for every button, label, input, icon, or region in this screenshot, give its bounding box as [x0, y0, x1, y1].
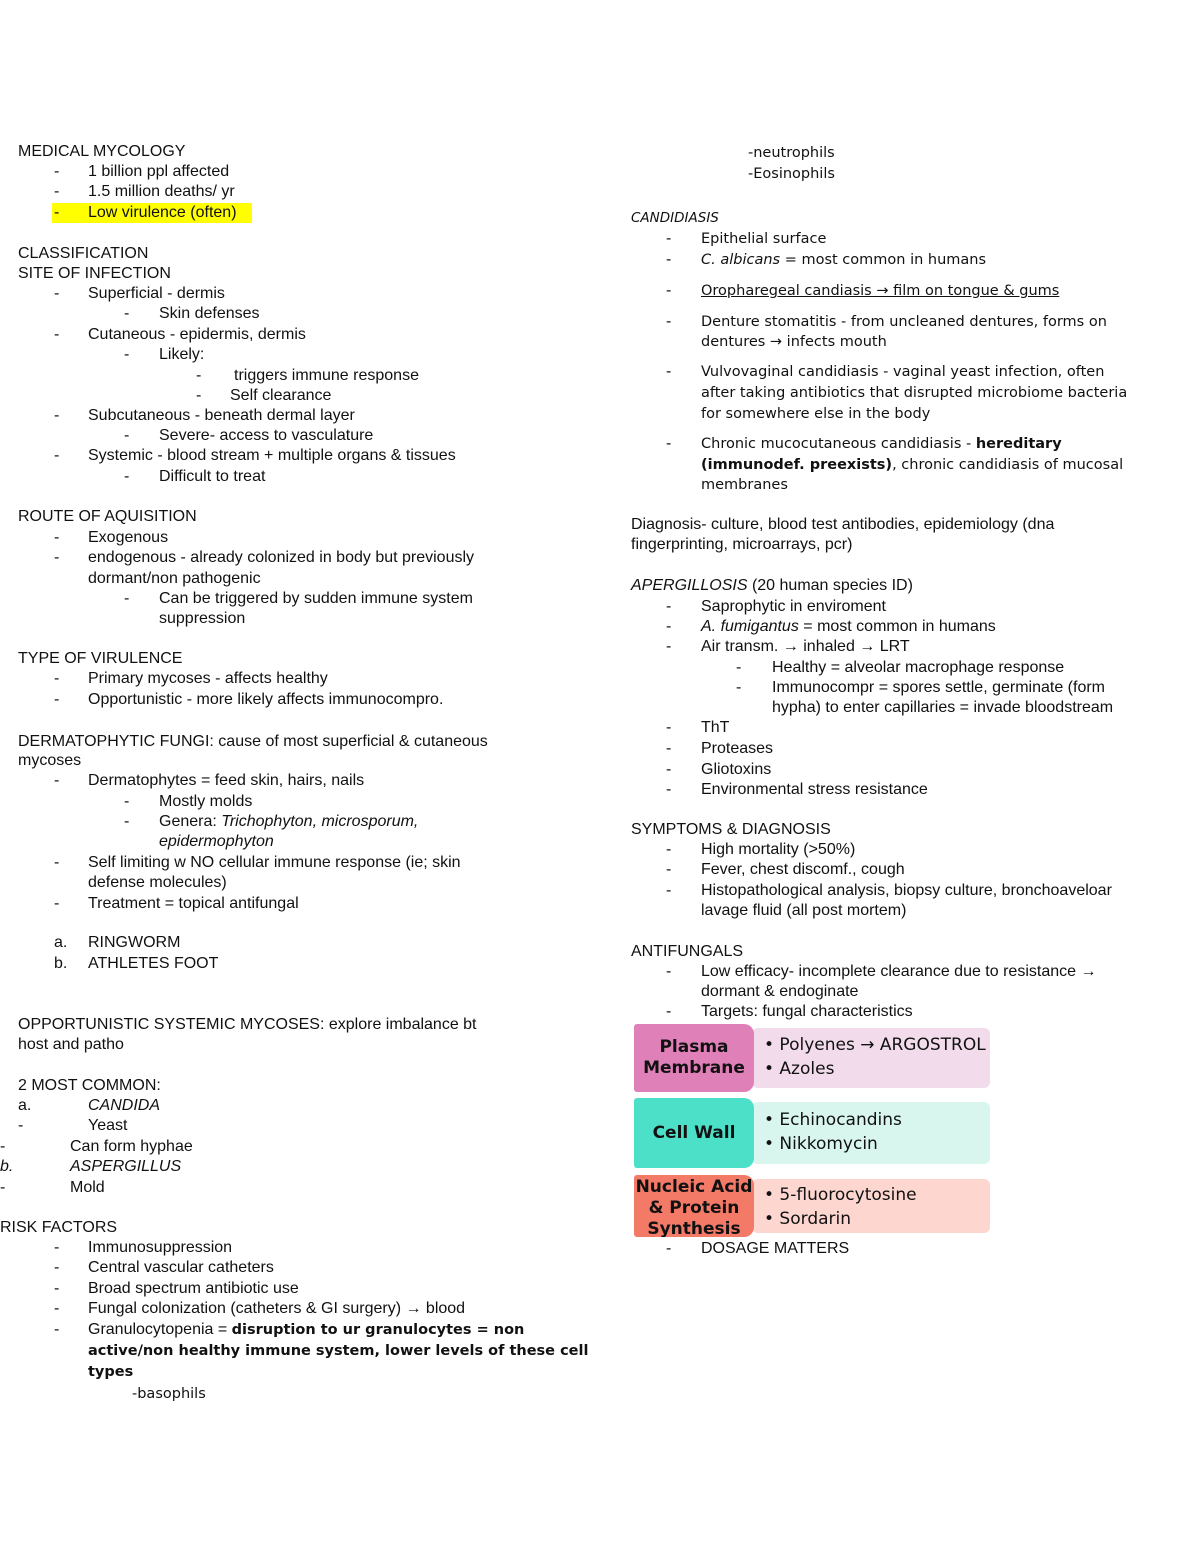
list-item-continuation: [701, 455, 1123, 475]
bullet-dash: -: [54, 895, 60, 912]
section-title-medical-mycology: MEDICAL MYCOLOGY: [18, 143, 186, 160]
section-title-continuation: mycoses: [18, 752, 82, 769]
target-cell: [634, 1175, 754, 1237]
bullet-dash: -: [666, 363, 672, 380]
bullet-dash: -: [54, 447, 60, 464]
bullet-dash: -: [736, 659, 742, 676]
drug-item: • Azoles: [764, 1059, 835, 1079]
list-item-continuation: hypha) to enter capillaries = invade bloodstream: [772, 699, 1114, 716]
list-item: Self limiting w NO cellular immune response (ie; skin: [88, 854, 461, 871]
section-title-classification: CLASSIFICATION: [18, 245, 149, 262]
target-label: Nucleic Acid: [635, 1177, 753, 1197]
bullet-dash: -: [124, 793, 130, 810]
section-title-opportunistic-systemic: OPPORTUNISTIC SYSTEMIC MYCOSES: explore imbalance bt: [18, 1016, 477, 1033]
bullet-dash: -: [124, 305, 130, 322]
list-item: Dermatophytes = feed skin, hairs, nails: [88, 772, 365, 789]
bullet-dash: -: [54, 326, 60, 343]
list-item: High mortality (>50%): [701, 841, 856, 858]
list-item: Exogenous: [88, 529, 169, 546]
bullet-dash: -: [54, 1300, 60, 1317]
species-desc: = most common in humans: [780, 252, 987, 268]
species-name: C. albicans: [701, 252, 781, 268]
list-item: Difficult to treat: [159, 468, 266, 485]
table-row-plasma-membrane: [634, 1024, 990, 1092]
list-item: 1.5 million deaths/ yr: [88, 183, 235, 200]
bullet-dash: -: [666, 963, 672, 980]
section-title-virulence: TYPE OF VIRULENCE: [18, 650, 183, 667]
list-item-continuation: active/non healthy immune system, lower levels of these cell: [88, 1343, 589, 1359]
list-item: Superficial - dermis: [88, 285, 225, 302]
list-item: Treatment = topical antifungal: [88, 895, 299, 912]
list-item: endogenous - already colonized in body but previously: [88, 549, 475, 566]
bullet-dash: -: [124, 346, 130, 363]
target-label: Cell Wall: [652, 1122, 736, 1143]
list-item: Likely:: [159, 346, 205, 363]
list-item-underlined: Oropharegeal candiasis → film on tongue & gums: [701, 283, 1060, 299]
cell-type-item: -Eosinophils: [748, 166, 835, 182]
bullet-dash: -: [54, 183, 60, 200]
list-item: Immunocompr = spores settle, germinate (form: [772, 679, 1106, 696]
section-title-dermatophytic: DERMATOPHYTIC FUNGI: cause of most superficial & cutaneous: [18, 733, 488, 750]
list-item: Central vascular catheters: [88, 1259, 274, 1276]
list-item: Denture stomatitis - from uncleaned dentures, forms on: [701, 314, 1107, 330]
bullet-dash: -: [54, 1321, 60, 1338]
list-item: Epithelial surface: [701, 231, 827, 247]
list-item-continuation: dentures → infects mouth: [701, 334, 887, 350]
table-row-cell-wall: [634, 1098, 990, 1168]
bullet-dash: -: [54, 204, 60, 221]
list-item: DOSAGE MATTERS: [701, 1240, 850, 1257]
bullet-dash: -: [54, 691, 60, 708]
bullet-dash: -: [54, 854, 60, 871]
bullet-dash: -: [666, 740, 672, 757]
list-item: Low efficacy- incomplete clearance due to resistance →: [701, 963, 1097, 980]
genera-names: Trichophyton, microsporum,: [221, 813, 419, 830]
bullet-dash: -: [54, 529, 60, 546]
diagnosis-line: fingerprinting, microarrays, pcr): [631, 536, 853, 553]
target-label: Synthesis: [647, 1219, 741, 1237]
list-item: Primary mycoses - affects healthy: [88, 670, 328, 687]
bullet-dash: -: [124, 468, 130, 485]
list-item: Immunosuppression: [88, 1239, 233, 1256]
list-item-fumigatus: [701, 617, 996, 637]
list-item: Healthy = alveolar macrophage response: [772, 659, 1065, 676]
aspergillosis-name: APERGILLOSIS: [631, 577, 748, 594]
bullet-dash: -: [54, 670, 60, 687]
bullet-dash: -: [666, 761, 672, 778]
bullet-dash: -: [666, 781, 672, 798]
bullet-dash: -: [18, 1117, 24, 1134]
diagnosis-line: Diagnosis- culture, blood test antibodies, epidemiology (dna: [631, 516, 1055, 533]
list-item: Severe- access to vasculature: [159, 427, 374, 444]
section-title-risk-factors: RISK FACTORS: [0, 1219, 118, 1236]
bullet-dash: -: [666, 282, 672, 299]
bullet-dash: -: [54, 163, 60, 180]
table-row-nucleic-acid: [634, 1175, 990, 1237]
section-title-aspergillosis: [631, 576, 913, 596]
list-item-continuation: after taking antibiotics that disrupted microbiome bacteria: [701, 385, 1128, 401]
list-item: Fungal colonization (catheters & GI surgery) → blood: [88, 1300, 466, 1317]
list-item-continuation: lavage fluid (all post mortem): [701, 902, 907, 919]
list-item: Cutaneous - epidermis, dermis: [88, 326, 306, 343]
bullet-dash: -: [666, 598, 672, 615]
section-title-symptoms: SYMPTOMS & DIAGNOSIS: [631, 821, 831, 838]
list-item-continuation: membranes: [701, 477, 788, 493]
list-item-chronic: [701, 434, 1062, 454]
target-cell: [634, 1098, 754, 1168]
target-label: Membrane: [643, 1058, 745, 1078]
cell-type-item: -neutrophils: [748, 145, 835, 161]
species-desc: = most common in humans: [798, 618, 996, 635]
bullet-dash: -: [666, 882, 672, 899]
list-item: ThT: [701, 719, 730, 736]
list-item-continuation: for somewhere else in the body: [701, 406, 931, 422]
chronic-bold: (immunodef. preexists): [701, 457, 893, 473]
bullet-dash: -: [196, 387, 202, 404]
aspergillosis-note: (20 human species ID): [747, 577, 913, 594]
bullet-dash: -: [666, 618, 672, 635]
bullet-dash: -: [666, 841, 672, 858]
list-marker: b.: [0, 1158, 14, 1175]
bullet-dash: -: [54, 1239, 60, 1256]
section-title-continuation: host and patho: [18, 1036, 124, 1053]
bullet-dash: -: [666, 1240, 672, 1257]
cell-type-item: -basophils: [132, 1386, 206, 1402]
list-item: Gliotoxins: [701, 761, 772, 778]
bullet-dash: -: [666, 230, 672, 247]
list-item: CANDIDA: [88, 1097, 161, 1114]
bullet-dash: -: [666, 1003, 672, 1020]
list-item: Yeast: [88, 1117, 128, 1134]
chronic-label: Chronic mucocutaneous candidiasis -: [701, 436, 976, 452]
granulo-bold: disruption to ur granulocytes = non: [231, 1322, 525, 1338]
drug-item: • Sordarin: [764, 1209, 852, 1229]
section-title-antifungals: ANTIFUNGALS: [631, 943, 744, 960]
bullet-dash: -: [124, 813, 130, 830]
subsection-title-site-of-infection: SITE OF INFECTION: [18, 265, 171, 282]
list-item-continuation: suppression: [159, 610, 246, 627]
list-item: Environmental stress resistance: [701, 781, 928, 798]
list-item: Targets: fungal characteristics: [701, 1003, 913, 1020]
list-item: Vulvovaginal candidiasis - vaginal yeast infection, often: [701, 364, 1105, 380]
list-item: Opportunistic - more likely affects immunocompro.: [88, 691, 444, 708]
list-item: Proteases: [701, 740, 774, 757]
section-title-route: ROUTE OF AQUISITION: [18, 508, 197, 525]
bullet-dash: -: [54, 1259, 60, 1276]
list-item: Can be triggered by sudden immune system: [159, 590, 473, 607]
list-item: Saprophytic in enviroment: [701, 598, 886, 615]
bullet-dash: -: [736, 679, 742, 696]
chronic-bold: hereditary: [975, 436, 1062, 452]
list-item: Fever, chest discomf., cough: [701, 861, 905, 878]
drug-item: • Echinocandins: [764, 1110, 902, 1130]
list-item-albicans: [701, 250, 986, 270]
list-item: Skin defenses: [159, 305, 260, 322]
bullet-dash: -: [666, 638, 672, 655]
section-title-most-common: 2 MOST COMMON:: [18, 1077, 161, 1094]
bullet-dash: -: [666, 435, 672, 452]
bullet-dash: -: [124, 427, 130, 444]
target-cell: [634, 1024, 754, 1092]
bullet-dash: -: [666, 719, 672, 736]
genera-label: Genera:: [159, 813, 222, 830]
granulo-label: Granulocytopenia =: [88, 1321, 232, 1338]
species-name: A. fumigantus: [701, 618, 799, 635]
bullet-dash: -: [666, 313, 672, 330]
list-item: ATHLETES FOOT: [88, 955, 219, 972]
highlighted-list-item: Low virulence (often): [88, 204, 237, 221]
list-item: Systemic - blood stream + multiple organs & tissues: [88, 447, 456, 464]
list-item: Mold: [70, 1179, 105, 1196]
bullet-dash: -: [666, 251, 672, 268]
list-item: Can form hyphae: [70, 1138, 193, 1155]
list-item: Mostly molds: [159, 793, 253, 810]
list-item-continuation: defense molecules): [88, 874, 227, 891]
list-marker: a.: [18, 1097, 32, 1114]
bullet-dash: -: [54, 1280, 60, 1297]
list-item-continuation: epidermophyton: [159, 833, 274, 850]
list-item: Air transm. → inhaled → LRT: [701, 638, 910, 655]
bullet-dash: -: [0, 1138, 6, 1155]
bullet-dash: -: [196, 367, 202, 384]
bullet-dash: -: [0, 1179, 6, 1196]
bullet-dash: -: [54, 549, 60, 566]
list-item: ASPERGILLUS: [70, 1158, 182, 1175]
list-item-genera: [159, 812, 418, 832]
list-item: Histopathological analysis, biopsy culture, bronchoaveloar: [701, 882, 1112, 899]
list-item-continuation: dormant & endoginate: [701, 983, 859, 1000]
list-item: Broad spectrum antibiotic use: [88, 1280, 299, 1297]
list-item-continuation: dormant/non pathogenic: [88, 570, 261, 587]
drug-item: • 5-fluorocytosine: [764, 1185, 917, 1205]
bullet-dash: -: [54, 285, 60, 302]
section-title-candidiasis: CANDIDIASIS: [631, 210, 719, 226]
target-label: & Protein: [648, 1198, 740, 1218]
list-item-granulocytopenia: [88, 1320, 524, 1340]
list-item: 1 billion ppl affected: [88, 163, 230, 180]
chronic-rest: , chronic candidiasis of mucosal: [892, 457, 1124, 473]
target-label: Plasma: [659, 1037, 729, 1057]
list-item: Self clearance: [230, 387, 332, 404]
list-marker: a.: [54, 934, 68, 951]
list-item: triggers immune response: [234, 367, 419, 384]
drug-item: • Nikkomycin: [764, 1134, 878, 1154]
list-item-continuation: types: [88, 1364, 134, 1380]
bullet-dash: -: [54, 772, 60, 789]
bullet-dash: -: [666, 861, 672, 878]
bullet-dash: -: [124, 590, 130, 607]
bullet-dash: -: [54, 407, 60, 424]
list-marker: b.: [54, 955, 68, 972]
list-item: RINGWORM: [88, 934, 181, 951]
list-item: Subcutaneous - beneath dermal layer: [88, 407, 355, 424]
drug-item: • Polyenes → ARGOSTROL: [764, 1035, 986, 1055]
